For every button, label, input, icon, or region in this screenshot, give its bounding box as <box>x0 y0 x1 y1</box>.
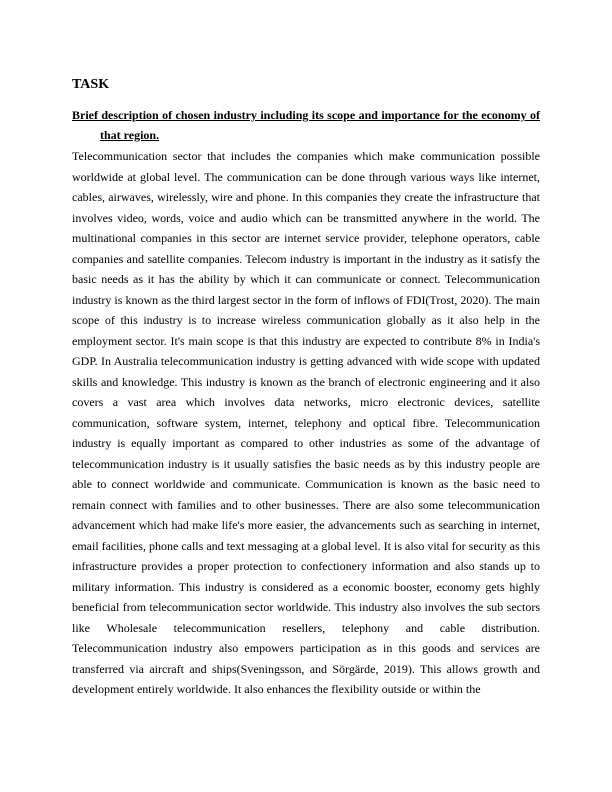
document-content <box>72 76 540 700</box>
body-paragraph: Telecommunication sector that includes the companies which make communication possible worldwide at global level. The communication can be done through various ways like internet, cables, airwaves, wirelessly, wire and phone. In this companies they create the infrastructure that involves video, words, voice and audio which can be transmitted anywhere in the world. The multinational companies in this sector are internet service provider, telephone operators, cable companies and satellite companies. Telecom industry is important in the industry as it satisfy the basic needs as it has the ability by which it can communicate or connect. Telecommunication industry is known as the third largest sector in the form of inflows of FDI(Trost, 2020). The main scope of this industry is to increase wireless communication globally as it also help in the employment sector. It's main scope is that this industry are expected to contribute 8% in India's GDP. In Australia telecommunication industry is getting advanced with wide scope with updated skills and knowledge. This industry is known as the branch of electronic engineering and it also covers a vast area which involves data networks, micro electronic devices, satellite communication, software system, internet, telephony and optical fibre. Telecommunication industry is equally important as compared to other industries as some of the advantage of telecommunication industry is it usually satisfies the basic needs as by this industry people are able to connect worldwide and communicate. Communication is known as the basic need to remain connect with families and to other businesses. There are also some telecommunication advancement which had make life's more easier, the advancements such as searching in internet, email facilities, phone calls and text messaging at a global level. It is also vital for security as this infrastructure provides a proper protection to confectionery information and also stands up to military information. This industry is considered as a economic booster, economy gets highly beneficial from telecommunication sector worldwide. This industry also involves the sub sectors like Wholesale telecommunication resellers, telephony and cable distribution. Telecommunication industry also empowers participation as in this goods and services are transferred via aircraft and ships(Sveningsson, and Sörgärde, 2019). This allows growth and development entirely worldwide. It also enhances the flexibility outside or within the <box>72 149 540 696</box>
page-title: TASK <box>72 77 110 92</box>
section-heading: Brief description of chosen industry including its scope and importance for the economy of that region. <box>72 108 540 142</box>
